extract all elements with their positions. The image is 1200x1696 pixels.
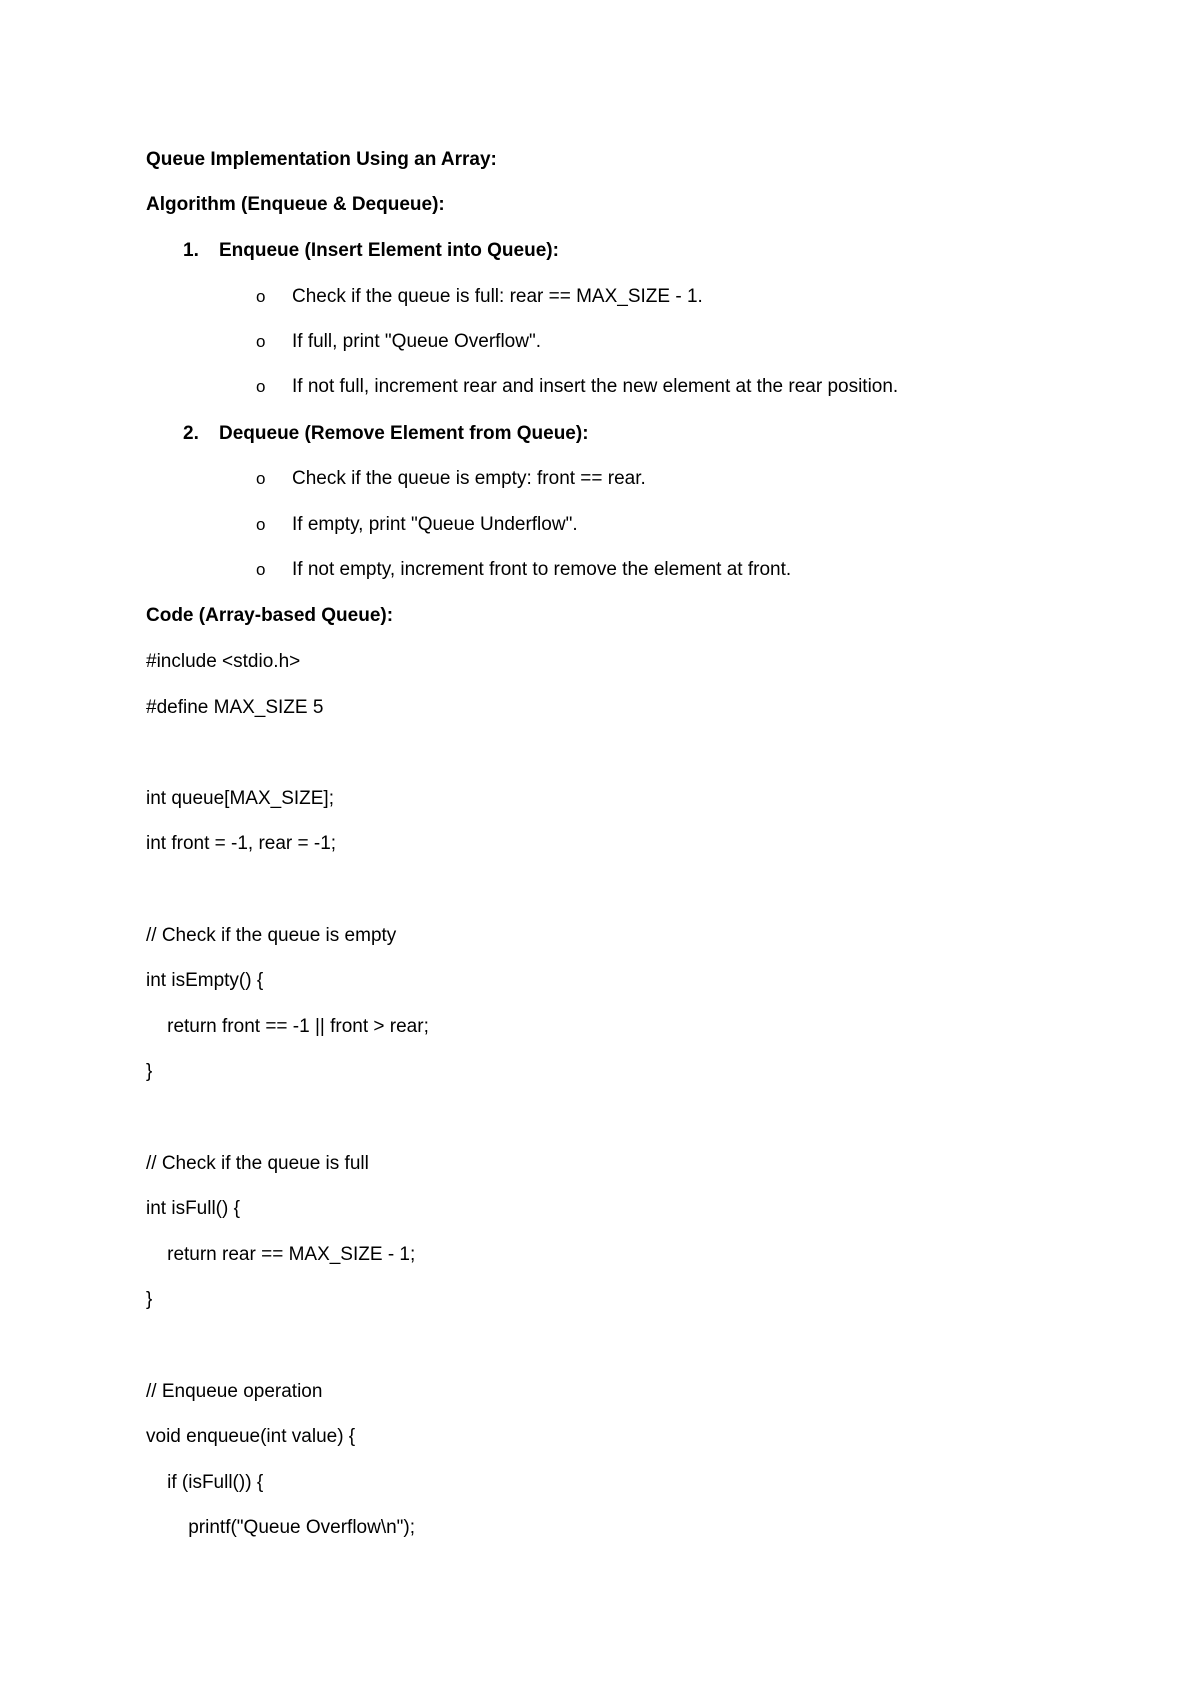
code-comment: // Enqueue operation xyxy=(146,1381,323,1402)
bullet-text: If not full, increment rear and insert the new element at the rear position. xyxy=(292,376,899,397)
code-line: int front = -1, rear = -1; xyxy=(146,833,337,854)
code-line: int isFull() { xyxy=(146,1198,240,1219)
code-line: } xyxy=(146,1289,153,1310)
bullet-text: If not empty, increment front to remove the element at front. xyxy=(292,559,792,580)
step-title: Dequeue (Remove Element from Queue): xyxy=(219,423,589,444)
step-title: Enqueue (Insert Element into Queue): xyxy=(219,240,559,261)
bullet-marker: o xyxy=(256,377,266,396)
code-line: void enqueue(int value) { xyxy=(146,1426,356,1447)
step-number: 1. xyxy=(183,240,199,261)
bullet-marker: o xyxy=(256,515,266,534)
code-line: return rear == MAX_SIZE - 1; xyxy=(146,1244,416,1265)
bullet-marker: o xyxy=(256,469,266,488)
code-line: #include <stdio.h> xyxy=(146,651,301,672)
code-line: } xyxy=(146,1061,153,1082)
document-title: Queue Implementation Using an Array: xyxy=(146,149,497,170)
bullet-text: If empty, print "Queue Underflow". xyxy=(292,514,578,535)
code-line: if (isFull()) { xyxy=(146,1472,264,1493)
bullet-text: Check if the queue is empty: front == rear. xyxy=(292,468,646,489)
code-line: int isEmpty() { xyxy=(146,970,264,991)
code-line: printf("Queue Overflow\n"); xyxy=(146,1517,416,1538)
algorithm-heading: Algorithm (Enqueue & Dequeue): xyxy=(146,194,445,215)
bullet-marker: o xyxy=(256,287,266,306)
bullet-marker: o xyxy=(256,332,266,351)
code-comment: // Check if the queue is empty xyxy=(146,925,397,946)
code-comment: // Check if the queue is full xyxy=(146,1153,369,1174)
bullet-text: Check if the queue is full: rear == MAX_SIZE - 1. xyxy=(292,286,703,307)
code-line: return front == -1 || front > rear; xyxy=(146,1016,429,1037)
code-heading: Code (Array-based Queue): xyxy=(146,605,394,626)
bullet-marker: o xyxy=(256,560,266,579)
code-line: int queue[MAX_SIZE]; xyxy=(146,788,334,809)
bullet-text: If full, print "Queue Overflow". xyxy=(292,331,541,352)
step-number: 2. xyxy=(183,423,199,444)
code-line: #define MAX_SIZE 5 xyxy=(146,697,324,718)
